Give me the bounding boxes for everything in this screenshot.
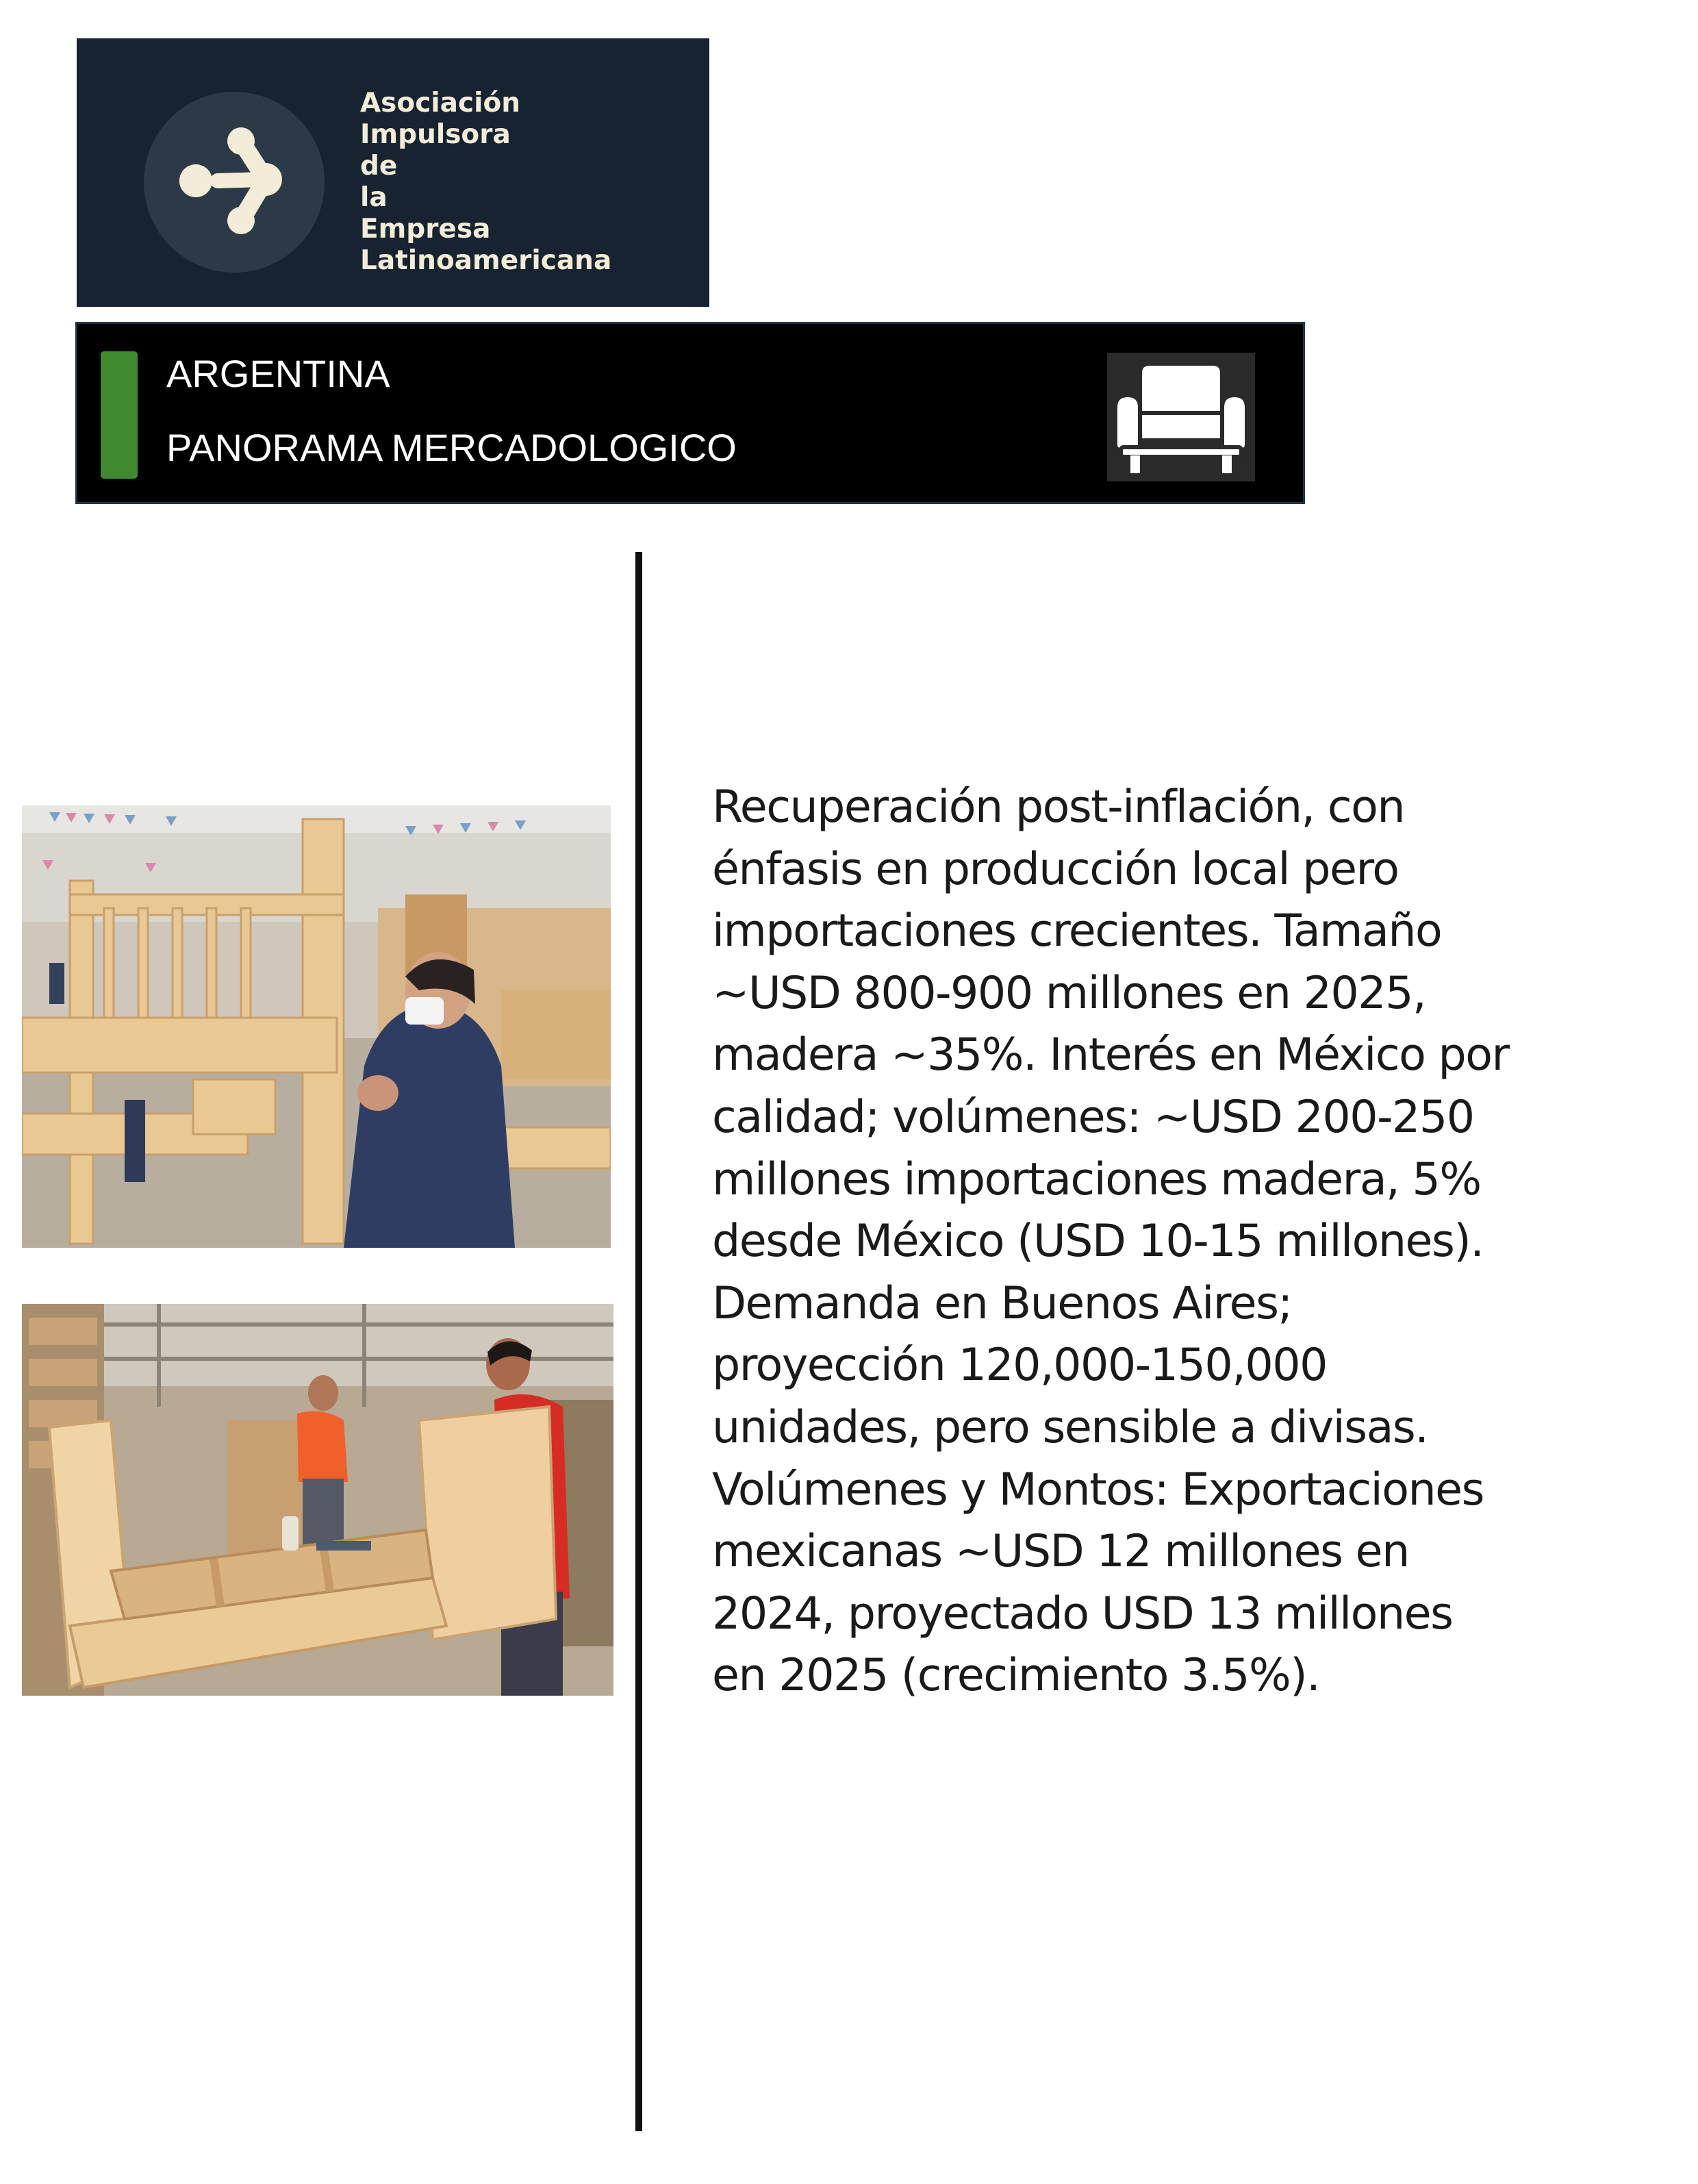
organization-name-line: Impulsora: [360, 119, 511, 150]
body-text-line: en 2025 (crecimiento 3.5%).: [712, 1650, 1320, 1702]
body-text-line: Volúmenes y Montos: Exportaciones: [712, 1464, 1484, 1516]
country-title: ARGENTINA: [166, 352, 390, 395]
armchair-icon: [1107, 353, 1255, 481]
title-banner: [75, 322, 1305, 504]
body-text-line: 2024, proyectado USD 13 millones: [712, 1587, 1453, 1640]
body-text-line: desde México (USD 10-15 millones).: [712, 1216, 1484, 1268]
vertical-divider: [635, 552, 642, 2131]
organization-name-line: Empresa: [360, 214, 491, 244]
body-text-line: unidades, pero sensible a divisas.: [712, 1401, 1428, 1453]
connected-dots-icon: [144, 92, 325, 273]
body-text-line: ~USD 800-900 millones en 2025,: [712, 967, 1426, 1019]
body-text-line: millones importaciones madera, 5%: [712, 1153, 1481, 1205]
body-text-line: mexicanas ~USD 12 millones en: [712, 1526, 1409, 1578]
organization-logo: [77, 38, 709, 307]
banner-accent-bar: [101, 351, 138, 479]
body-text-line: madera ~35%. Interés en México por: [712, 1029, 1509, 1081]
body-text-line: énfasis en producción local pero: [712, 843, 1399, 895]
furniture-assembly-photo: [22, 1304, 613, 1696]
organization-name-line: la: [360, 182, 388, 213]
body-text-line: calidad; volúmenes: ~USD 200-250: [712, 1091, 1474, 1143]
organization-name: [360, 88, 611, 277]
market-overview-text: [712, 777, 1568, 1707]
organization-name-line: de: [360, 151, 398, 181]
body-text-line: proyección 120,000-150,000: [712, 1340, 1327, 1392]
body-text-line: importaciones crecientes. Tamaño: [712, 905, 1442, 957]
organization-name-line: Asociación: [360, 88, 521, 118]
body-text-line: Recuperación post-inflación, con: [712, 781, 1405, 833]
furniture-workshop-photo: [22, 805, 611, 1248]
body-text-line: Demanda en Buenos Aires;: [712, 1277, 1292, 1329]
organization-name-line: Latinoamericana: [360, 245, 612, 276]
section-subtitle: PANORAMA MERCADOLOGICO: [166, 426, 737, 469]
